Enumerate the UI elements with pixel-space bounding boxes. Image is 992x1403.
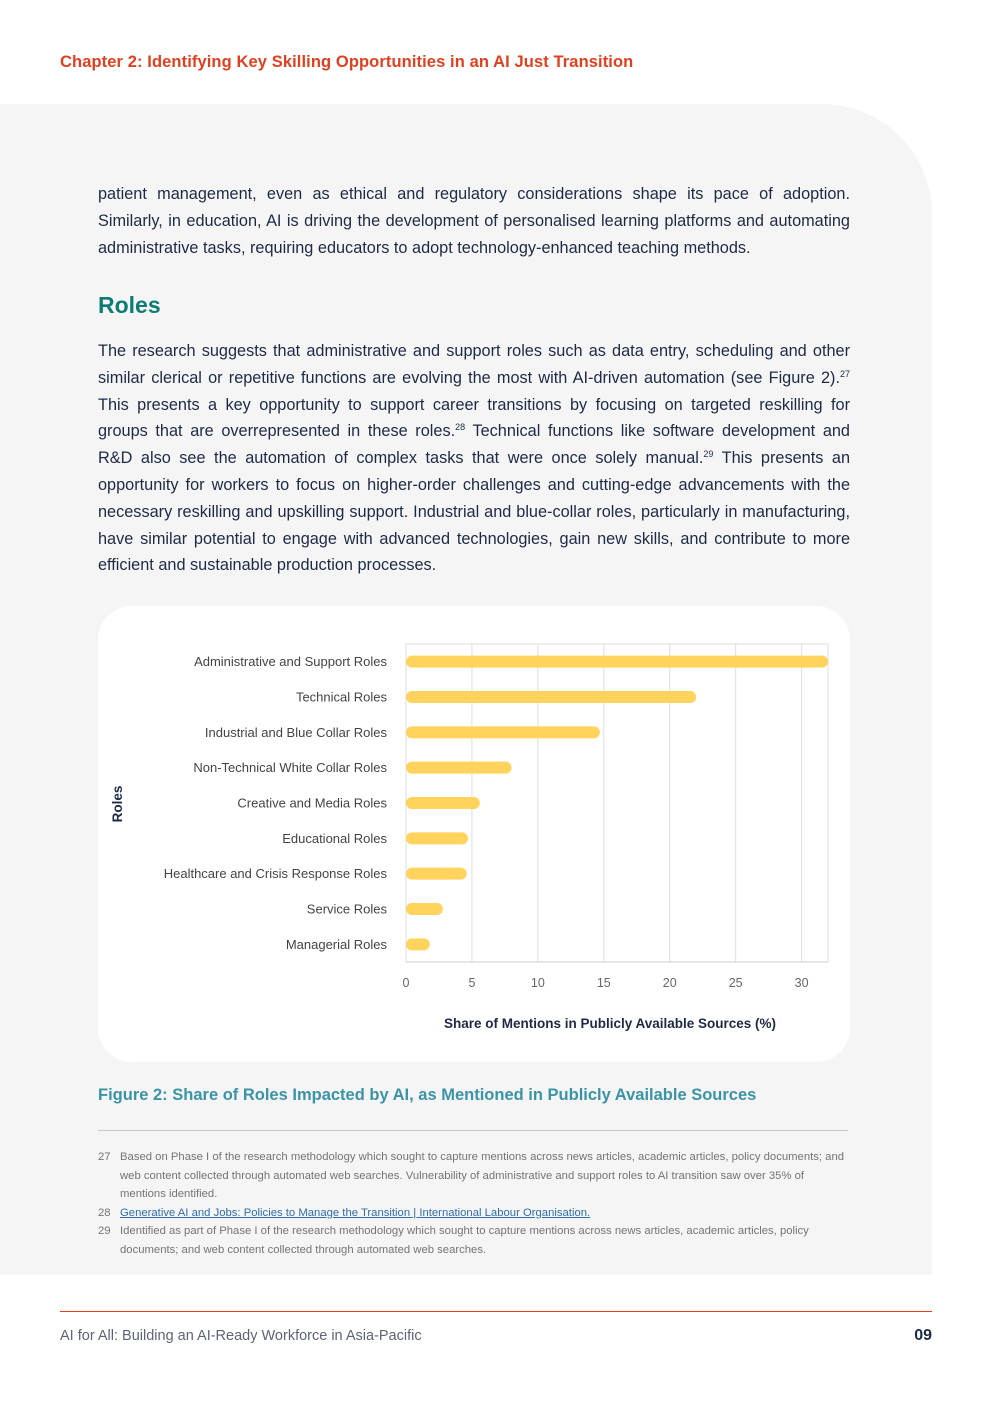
section-heading: Roles xyxy=(98,292,161,318)
category-label: Technical Roles xyxy=(295,689,387,705)
x-tick-label: 10 xyxy=(530,976,545,990)
x-tick-label: 0 xyxy=(402,976,410,990)
footer-divider xyxy=(60,1311,932,1312)
y-axis-title: Roles xyxy=(110,785,125,823)
category-label: Creative and Media Roles xyxy=(237,795,387,811)
chapter-title: Chapter 2: Identifying Key Skilling Opportunities in an AI Just Transition xyxy=(60,53,634,71)
roles-text-2: This presents a key opportunity to support career transitions by focusing on targeted reskilling for groups that are overrepresented in these roles. xyxy=(98,395,850,441)
footnotes xyxy=(98,1148,848,1260)
bar-5 xyxy=(406,797,480,809)
x-tick-label: 25 xyxy=(728,976,743,990)
footnote-28 xyxy=(98,1204,848,1223)
intro-paragraph-text: patient management, even as ethical and regulatory considerations shape its pace of adoption. Similarly, in education, AI is driving the development of personalised learning platforms and automating administrative tasks, requiring educators to adopt technology-enhanced teaching methods. xyxy=(98,185,850,257)
figure-caption: Figure 2: Share of Roles Impacted by AI, as Mentioned in Publicly Available Sources xyxy=(98,1086,757,1104)
footnote-number: 29 xyxy=(98,1225,111,1238)
intro-paragraph xyxy=(98,181,850,261)
bar-chart xyxy=(98,606,850,1062)
ilo-reference-link[interactable]: Generative AI and Jobs: Policies to Manage the Transition | International Labour Organisation. xyxy=(120,1206,591,1219)
roles-text-3: Technical functions like software development and R&D also see the automation of complex tasks that were once solely manual. xyxy=(98,422,850,468)
footnote-ref-27[interactable]: 27 xyxy=(839,368,850,379)
bar-9 xyxy=(406,938,430,950)
footer-title: AI for All: Building an AI-Ready Workforce in Asia-Pacific xyxy=(60,1328,422,1344)
page-number: 09 xyxy=(914,1327,932,1344)
roles-paragraph xyxy=(98,338,850,579)
category-label: Non-Technical White Collar Roles xyxy=(193,760,387,776)
chart-card xyxy=(98,606,850,1062)
footnote-27 xyxy=(98,1148,848,1204)
chart-bars xyxy=(406,656,828,951)
x-tick-label: 20 xyxy=(662,976,677,990)
footnote-divider xyxy=(98,1130,848,1131)
category-label: Administrative and Support Roles xyxy=(194,654,387,670)
roles-text-4: This presents an opportunity for workers to focus on higher-order challenges and cutting-edge advancements with the necessary reskilling and upskilling support. Industrial and blue-collar roles, particularly in manufacturing, have similar potential to engage with advanced technologies, gain new skills, and contribute to more efficient and sustainable production processes. xyxy=(98,449,850,575)
x-axis-title: Share of Mentions in Publicly Available Sources (%) xyxy=(443,1016,777,1031)
footnote-ref-28[interactable]: 28 xyxy=(455,422,466,433)
category-label: Healthcare and Crisis Response Roles xyxy=(163,866,387,882)
category-label: Service Roles xyxy=(306,901,387,917)
category-label: Managerial Roles xyxy=(285,936,387,952)
bar-6 xyxy=(406,832,468,844)
bar-4 xyxy=(406,762,512,774)
bar-2 xyxy=(406,691,696,703)
footnote-text: Based on Phase I of the research methodology which sought to capture mentions across news articles, academic articles, policy documents; and web content collected through automated web searches. Vulnerability of administrative and support roles to AI transition saw over 35% of mentions identified. xyxy=(120,1151,845,1201)
x-tick-label: 15 xyxy=(596,976,611,990)
chart-category-labels xyxy=(164,654,388,952)
bar-1 xyxy=(406,656,828,668)
bar-8 xyxy=(406,903,443,915)
footnote-text: Identified as part of Phase I of the research methodology which sought to capture mentions across news articles, academic articles, policy documents; and web content collected through automated web searches. xyxy=(120,1225,809,1256)
footnote-ref-29[interactable]: 29 xyxy=(703,449,714,460)
bar-7 xyxy=(406,868,467,880)
x-tick-label: 30 xyxy=(794,976,809,990)
roles-text-1: The research suggests that administrative and support roles such as data entry, scheduling and other similar clerical or repetitive functions are evolving the most with AI-driven automation (see Figure 2). xyxy=(98,342,850,387)
bar-3 xyxy=(406,726,600,738)
footnote-number: 27 xyxy=(98,1151,111,1163)
category-label: Educational Roles xyxy=(282,830,387,846)
chart-x-ticks xyxy=(403,976,809,990)
category-label: Industrial and Blue Collar Roles xyxy=(204,724,387,740)
x-tick-label: 5 xyxy=(468,976,476,990)
footnote-number: 28 xyxy=(98,1206,111,1219)
footnote-29 xyxy=(98,1222,848,1259)
